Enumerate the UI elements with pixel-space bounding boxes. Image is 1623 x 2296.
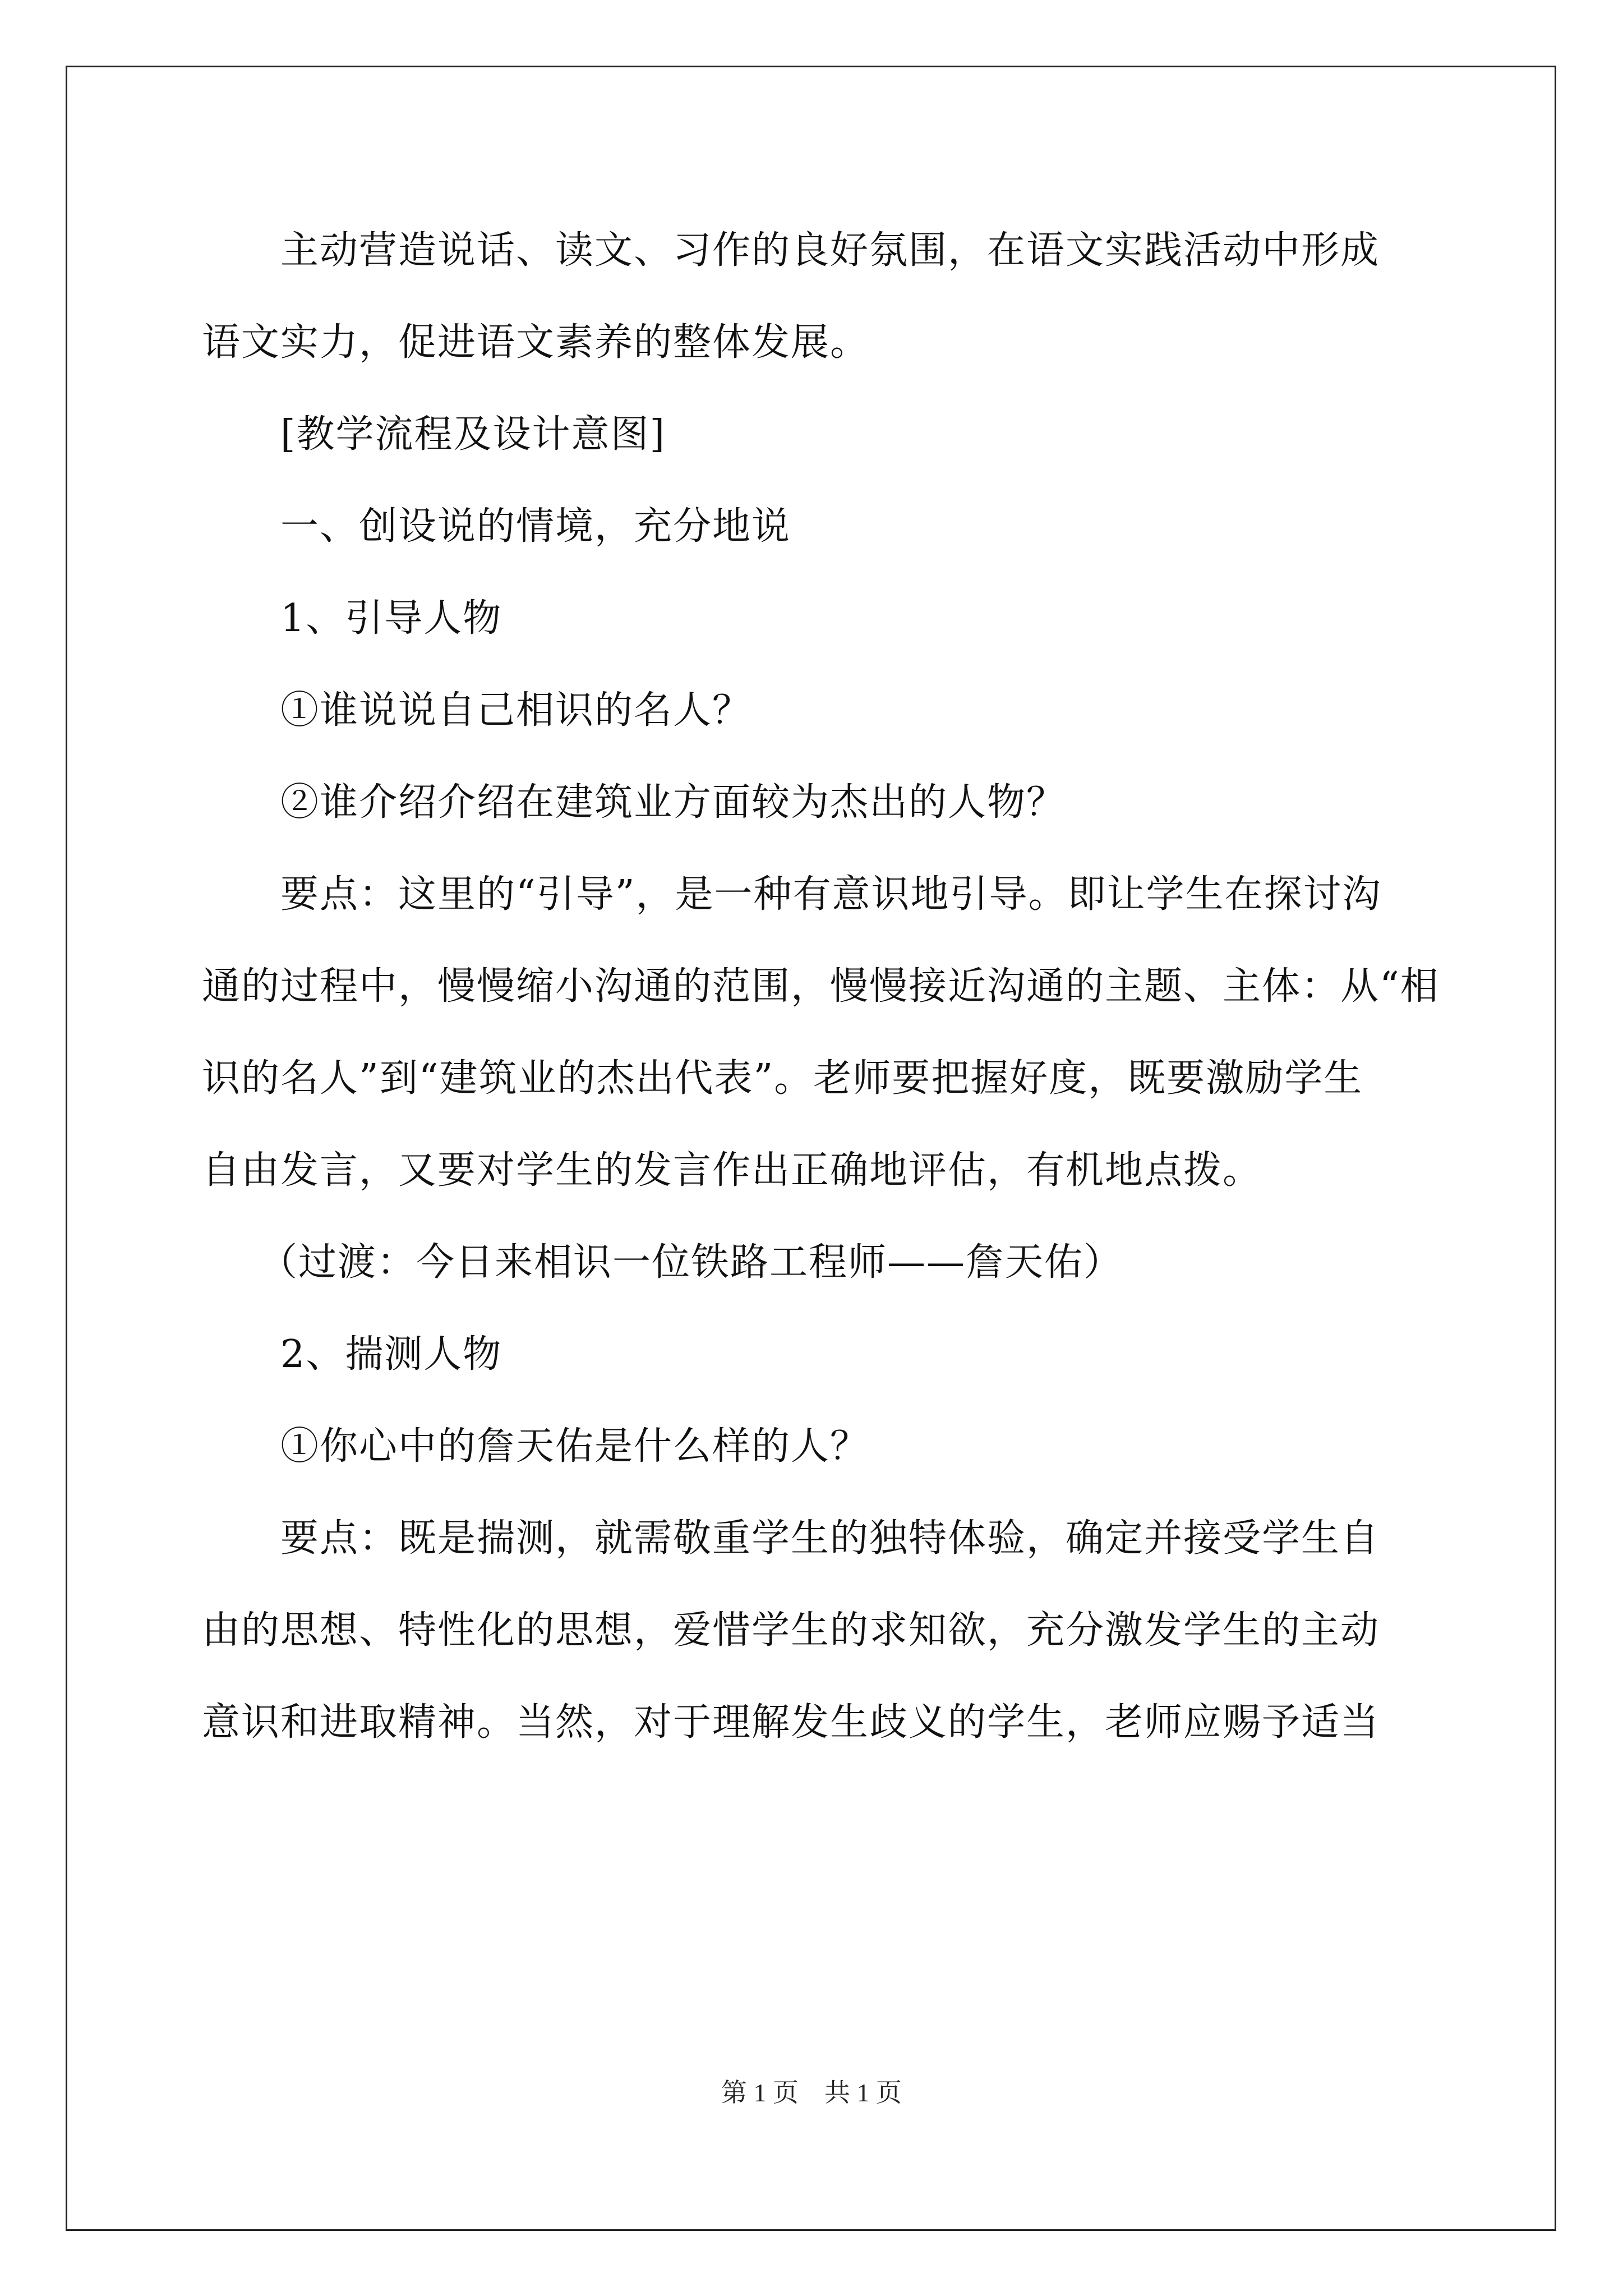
key-point-1-line-1: 要点：这里的“引导”，是一种有意识地引导。即让学生在探讨沟 xyxy=(280,872,1382,917)
key-point-1-line-3: 识的名人”到“建筑业的杰出代表”。老师要把握好度，既要激励学生 xyxy=(202,1056,1363,1101)
section-heading-1: 一、创设说的情境，充分地说 xyxy=(280,504,791,549)
section-heading-teaching-flow: [教学流程及设计意图] xyxy=(280,412,666,457)
key-point-2-line-2: 由的思想、特性化的思想，爱惜学生的求知欲，充分激发学生的主动 xyxy=(202,1608,1380,1653)
question-1: ①谁说说自己相识的名人？ xyxy=(280,688,752,733)
page-number: 第 1 页 xyxy=(721,2078,799,2107)
subheading-1: 1、引导人物 xyxy=(280,596,502,641)
key-point-1-line-2: 通的过程中，慢慢缩小沟通的范围，慢慢接近沟通的主题、主体：从“相 xyxy=(202,964,1440,1009)
subheading-2: 2、揣测人物 xyxy=(280,1332,502,1377)
transition-note: （过渡：今日来相识一位铁路工程师——詹天佑） xyxy=(259,1240,1123,1285)
question-3: ①你心中的詹天佑是什么样的人？ xyxy=(280,1424,870,1469)
paragraph-line-1: 主动营造说话、读文、习作的良好氛围，在语文实践活动中形成 xyxy=(280,228,1380,273)
paragraph-line-2: 语文实力，促进语文素养的整体发展。 xyxy=(202,320,870,365)
question-2: ②谁介绍介绍在建筑业方面较为杰出的人物？ xyxy=(280,780,1066,825)
key-point-1-line-4: 自由发言，又要对学生的发言作出正确地评估，有机地点拨。 xyxy=(202,1148,1262,1193)
page-footer xyxy=(0,2080,1623,2106)
page-total: 共 1 页 xyxy=(824,2078,902,2107)
key-point-2-line-3: 意识和进取精神。当然，对于理解发生歧义的学生，老师应赐予适当 xyxy=(202,1700,1380,1745)
key-point-2-line-1: 要点：既是揣测，就需敬重学生的独特体验，确定并接受学生自 xyxy=(280,1516,1380,1561)
